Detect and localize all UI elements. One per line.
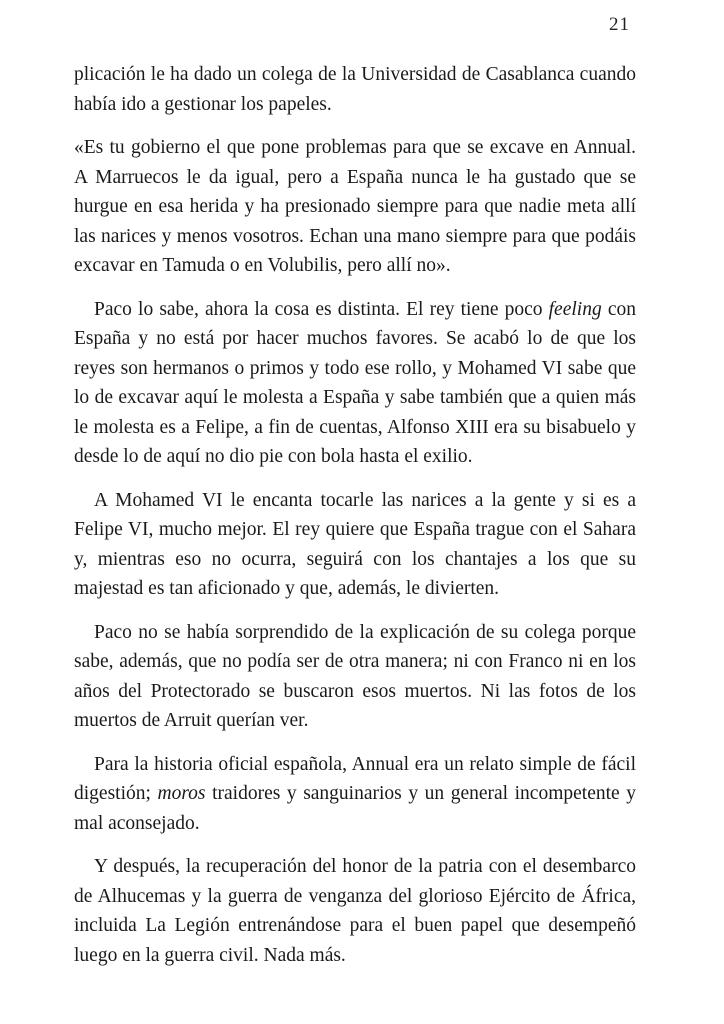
paragraph-7-text: Y después, la recuperación del honor de la patria con el desembarco de Alhucemas y la guerra de venganza del glorioso Ejército de África, incluida La Legión entrenándose para el buen papel que desempeñó luego en la guerra civil. Nada más. <box>74 856 636 966</box>
paragraph-6 <box>74 750 636 839</box>
paragraph-4-text: A Mohamed VI le encanta tocarle las narices a la gente y si es a Felipe VI, mucho mejor. El rey quiere que España trague con el Sahara y, mientras eso no ocurra, seguirá con los chantajes a los que su majestad es tan aficionado y que, además, le divierten. <box>74 489 636 599</box>
paragraph-5 <box>74 618 636 736</box>
paragraph-7 <box>74 852 636 970</box>
paragraph-5-text: Paco no se había sorprendido de la explicación de su colega porque sabe, además, que no podía ser de otra manera; ni con Franco ni en los años del Protectorado se buscaron esos muertos. Ni las fotos de los muertos de Arruit querían ver. <box>74 621 636 731</box>
paragraph-6-text-b: traidores y sanguinarios y un general incompetente y mal aconsejado. <box>74 783 636 834</box>
paragraph-3-text-b: con España y no está por hacer muchos favores. Se acabó lo de que los reyes son hermanos o primos y todo ese rollo, y Mohamed VI sabe que lo de excavar aquí le molesta a España y sabe también que a quien más le molesta es a Felipe, a fin de cuentas, Alfonso XIII era su bisabuelo y desde lo de aquí no dio pie con bola hasta el exilio. <box>74 298 636 467</box>
paragraph-4 <box>74 486 636 604</box>
paragraph-1 <box>74 60 636 119</box>
page-number: 21 <box>609 14 630 35</box>
paragraph-2-text: «Es tu gobierno el que pone problemas para que se excave en Annual. A Marruecos le da igual, pero a España nunca le ha gustado que se hurgue en esa herida y ha presionado siempre para que nadie meta allí las narices y menos vosotros. Echan una mano siempre para que podáis excavar en Tamuda o en Volubilis, pero allí no». <box>74 137 636 276</box>
paragraph-6-italic: moros <box>157 783 206 804</box>
paragraph-6-text-a: Para la historia oficial española, Annual era un relato simple de fácil digestión; <box>74 753 636 804</box>
paragraph-3-italic: feeling <box>548 298 602 320</box>
paragraph-1-text: plicación le ha dado un colega de la Universidad de Casablanca cuando había ido a gestionar los papeles. <box>74 64 636 115</box>
paragraph-3 <box>74 295 636 472</box>
body-text <box>74 60 636 970</box>
paragraph-2 <box>74 133 636 281</box>
paragraph-3-text-a: Paco lo sabe, ahora la cosa es distinta. El rey tiene poco <box>94 298 549 320</box>
